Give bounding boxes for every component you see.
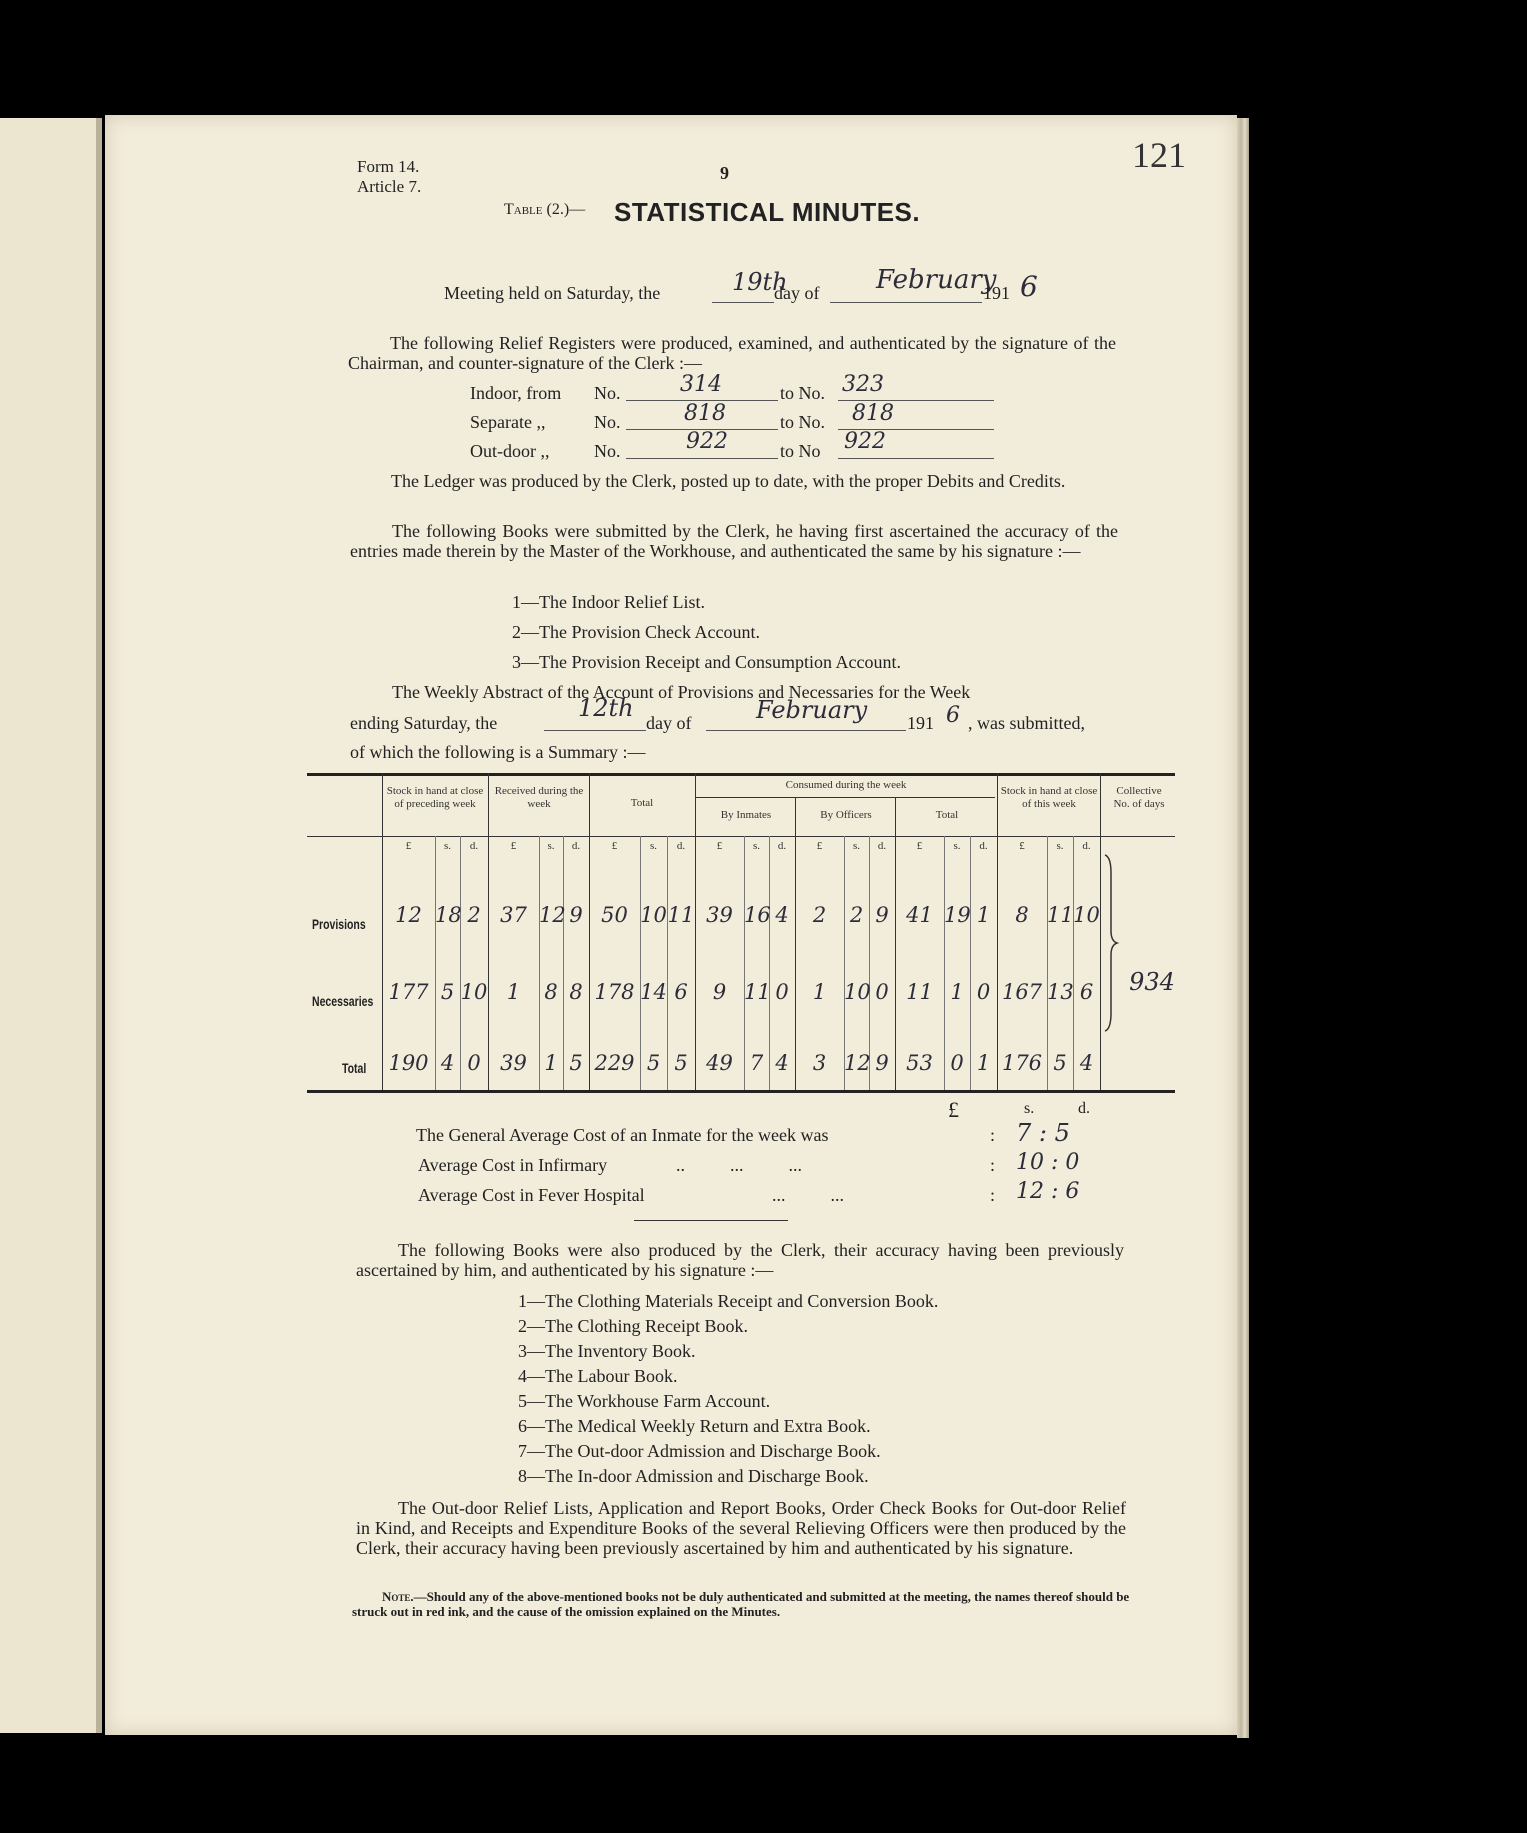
avg-cost-colon: : — [990, 1155, 996, 1175]
header-consumed-total: Total — [935, 809, 959, 821]
avg-cost-label: Average Cost in Fever Hospital — [418, 1185, 645, 1205]
weekly-abstract-line1: The Weekly Abstract of the Account of Provisions and Necessaries for the Week — [392, 682, 971, 702]
brace-icon — [1101, 853, 1121, 1033]
page-edge — [1237, 118, 1249, 1738]
table-cell: 1 — [976, 903, 991, 927]
table-cell: 0 — [976, 980, 991, 1004]
register-to-line — [838, 458, 994, 459]
weekly-ending-prefix: ending Saturday, the — [350, 713, 498, 733]
unit-label: s. — [852, 840, 861, 852]
register-from-line — [626, 458, 778, 459]
register-to: 922 — [844, 429, 886, 454]
table-cell: 5 — [1053, 1051, 1067, 1075]
table-cell: 229 — [594, 1051, 635, 1075]
books-also-item: 8—The In-door Admission and Discharge Book. — [518, 1466, 869, 1486]
unit-label: d. — [1082, 840, 1091, 852]
header-rule — [307, 836, 1175, 837]
table-cell: 6 — [1079, 980, 1094, 1004]
weekly-abstract-line3: of which the following is a Summary :— — [350, 742, 646, 762]
table-cell: 12 — [395, 903, 422, 927]
table-cell: 4 — [440, 1051, 455, 1075]
left-page — [0, 118, 102, 1733]
table-cell: 9 — [875, 1051, 889, 1075]
unit-label: s. — [953, 840, 961, 852]
books-also-item: 5—The Workhouse Farm Account. — [518, 1391, 771, 1411]
table-cell: 4 — [1079, 1051, 1094, 1075]
avg-pence-unit: d. — [1078, 1100, 1090, 1117]
row-label-necessaries: Necessaries — [312, 993, 374, 1009]
register-label: Out-door ,, — [470, 441, 550, 461]
register-from: 314 — [680, 372, 722, 397]
col-divider — [589, 773, 590, 1090]
table-cell: 6 — [674, 980, 688, 1004]
col-divider — [695, 773, 696, 1090]
register-from: 922 — [686, 429, 728, 454]
registers-intro: The following Relief Registers were produced, examined, and authenticated by the signature of the Chairman, and counter-signature of the Clerk :— — [348, 333, 1116, 373]
register-to-label: to No — [780, 441, 821, 461]
weekly-month-line — [706, 730, 906, 731]
unit-label: s. — [649, 840, 658, 852]
unit-label: £ — [816, 840, 823, 852]
consumed-subrule — [695, 797, 995, 798]
folio-number: 121 — [1132, 135, 1186, 175]
register-to-label: to No. — [780, 383, 825, 403]
form-label: Form 14. — [357, 157, 420, 176]
register-from: 818 — [684, 401, 726, 426]
table-cell: 178 — [594, 980, 635, 1004]
table-cell: 1 — [950, 980, 964, 1004]
header-total: Total — [630, 797, 654, 809]
avg-pound-unit: £ — [948, 1097, 959, 1122]
books-also-item: 1—The Clothing Materials Receipt and Conversion Book. — [518, 1291, 939, 1311]
table-cell: 11 — [744, 980, 771, 1004]
table-cell: 11 — [906, 980, 933, 1004]
avg-cost-value: 10 : 0 — [1016, 1150, 1080, 1175]
table-cell: 0 — [775, 980, 789, 1004]
table-cell: 11 — [667, 903, 695, 927]
register-label: Indoor, from — [470, 383, 562, 403]
meeting-year-prefix: 191 — [983, 283, 1010, 303]
header-collective: Collective No. of days — [1113, 785, 1165, 810]
unit-label: d. — [979, 840, 988, 852]
books-list-item: 2—The Provision Check Account. — [512, 622, 760, 642]
table-cell: 2 — [467, 903, 481, 927]
table-cell: 39 — [706, 903, 733, 927]
article-label: Article 7. — [357, 177, 422, 196]
outdoor-paragraph: The Out-door Relief Lists, Application and Report Books, Order Check Books for Out-door Relief in Kind, and Receipts and Expenditure Books of the several Relieving Officers were then produced by the Clerk, their accuracy having been previously ascertained by him and authenticated by his signature. — [356, 1498, 1126, 1558]
meeting-day-of: day of — [774, 283, 820, 303]
unit-label: s. — [443, 840, 452, 852]
table-cell: 167 — [1001, 980, 1043, 1004]
table-cell: 10 — [1073, 903, 1100, 927]
unit-label: £ — [510, 840, 517, 852]
unit-label: £ — [916, 840, 923, 852]
table-cell: 5 — [569, 1051, 583, 1075]
register-no-label: No. — [594, 412, 621, 432]
table-cell: 9 — [712, 980, 727, 1004]
table-cell: 49 — [706, 1051, 733, 1075]
table-cell: 8 — [1015, 903, 1029, 927]
table-cell: 14 — [640, 980, 667, 1004]
col-divider — [488, 773, 489, 1090]
unit-label: £ — [611, 840, 618, 852]
register-to: 323 — [842, 372, 884, 397]
table-cell: 53 — [906, 1051, 933, 1075]
header-by-inmates: By Inmates — [720, 809, 772, 821]
books-also-intro: The following Books were also produced by the Clerk, their accuracy having been previously ascertained by him, and authenticated by his signature :— — [356, 1240, 1124, 1280]
unit-label: £ — [1019, 840, 1025, 852]
books-list-item: 3—The Provision Receipt and Consumption Account. — [512, 652, 901, 672]
table-cell: 7 — [749, 1051, 764, 1075]
unit-label: s. — [1056, 840, 1064, 852]
table-cell: 19 — [944, 903, 971, 927]
avg-cost-label: Average Cost in Infirmary — [418, 1155, 608, 1175]
table-cell: 8 — [544, 980, 558, 1004]
books-also-item: 6—The Medical Weekly Return and Extra Book. — [518, 1416, 871, 1436]
table-cell: 1 — [544, 1051, 558, 1075]
table-cell: 1 — [506, 980, 521, 1004]
table-cell: 0 — [467, 1051, 481, 1075]
weekly-month: February — [756, 696, 868, 724]
avg-cost-dots: ... ... — [772, 1185, 844, 1205]
table-cell: 1 — [812, 980, 827, 1004]
header-consumed: Consumed during the week — [785, 779, 907, 791]
weekly-year-suffix: 6 — [946, 703, 960, 728]
unit-label: £ — [405, 840, 412, 852]
unit-label: d. — [676, 840, 686, 852]
books-also-item: 2—The Clothing Receipt Book. — [518, 1316, 748, 1336]
ledger-paragraph: The Ledger was produced by the Clerk, posted up to date, with the proper Debits and Credits. — [391, 471, 1066, 491]
unit-label: s. — [547, 840, 555, 852]
table-cell: 39 — [500, 1051, 527, 1075]
note-paragraph — [352, 1589, 1137, 1619]
table-cell: 177 — [388, 980, 429, 1004]
table-cell: 190 — [388, 1051, 429, 1075]
table-cell: 37 — [500, 903, 527, 927]
register-to-label: to No. — [780, 412, 825, 432]
register-no-label: No. — [594, 383, 621, 403]
table-prefix: Table (2.)— — [504, 201, 586, 218]
note-text: —Should any of the above-mentioned books not be duly authenticated and submitted at the meeting, the names thereof should be struck out in red ink, and the cause of the omission explained on the Minutes. — [352, 1589, 1130, 1619]
unit-label: £ — [716, 840, 723, 852]
avg-cost-label: The General Average Cost of an Inmate for the week was — [416, 1125, 829, 1145]
register-no-label: No. — [594, 441, 621, 461]
header-stock-close: Stock in hand at close of this week — [1000, 785, 1098, 810]
unit-label: s. — [752, 840, 761, 852]
unit-label: d. — [571, 840, 581, 852]
unit-label: d. — [469, 840, 479, 852]
table-cell: 10 — [460, 980, 488, 1004]
table-cell: 10 — [640, 903, 667, 927]
table-cell: 0 — [950, 1051, 964, 1075]
table-cell: 3 — [812, 1051, 827, 1075]
meeting-month-line — [830, 302, 982, 303]
header-by-officers: By Officers — [820, 809, 872, 821]
avg-cost-dots: .. ... ... — [676, 1155, 802, 1175]
weekly-day: 12th — [578, 694, 634, 722]
meeting-prefix: Meeting held on Saturday, the — [444, 283, 661, 303]
table-cell: 2 — [849, 903, 864, 927]
header-received: Received during the week — [494, 785, 584, 810]
summary-table — [307, 773, 1175, 1093]
table-cell: 5 — [440, 980, 455, 1004]
avg-cost-value: 7 : 5 — [1016, 1119, 1070, 1147]
table-cell: 13 — [1047, 980, 1074, 1004]
meeting-month: February — [876, 265, 997, 295]
unit-label: d. — [877, 840, 887, 852]
table-cell: 1 — [976, 1051, 991, 1075]
avg-shilling-unit: s. — [1024, 1100, 1035, 1117]
weekly-year-prefix: 191 — [907, 713, 934, 733]
table-cell: 16 — [744, 903, 771, 927]
weekly-day-of: day of — [646, 713, 692, 733]
table-cell: 9 — [569, 903, 583, 927]
table-cell: 18 — [435, 903, 462, 927]
avg-divider — [634, 1220, 788, 1221]
books-also-item: 4—The Labour Book. — [518, 1366, 678, 1386]
col-divider — [382, 773, 383, 1090]
weekly-day-line — [544, 730, 646, 731]
table-cell: 41 — [906, 903, 933, 927]
register-label: Separate ,, — [470, 412, 546, 432]
meeting-day-line — [712, 302, 774, 303]
table-cell: 5 — [674, 1051, 688, 1075]
table-cell: 2 — [812, 903, 827, 927]
avg-cost-value: 12 : 6 — [1016, 1179, 1080, 1204]
table-cell: 12 — [844, 1051, 871, 1075]
table-cell: 4 — [775, 903, 789, 927]
weekly-suffix: , was submitted, — [968, 713, 1085, 733]
books-also-item: 3—The Inventory Book. — [518, 1341, 696, 1361]
table-cell: 50 — [601, 903, 628, 927]
note-label: Note. — [382, 1589, 414, 1604]
table-cell: 0 — [875, 980, 889, 1004]
col-divider — [997, 773, 998, 1090]
avg-cost-colon: : — [990, 1125, 996, 1145]
page-number: 9 — [720, 163, 729, 183]
meeting-day: 19th — [732, 268, 788, 296]
row-label-provisions: Provisions — [312, 916, 366, 932]
page-title: STATISTICAL MINUTES. — [614, 197, 921, 227]
header-stock-prev: Stock in hand at close of preceding week — [386, 785, 484, 810]
table-cell: 4 — [775, 1051, 789, 1075]
avg-cost-colon: : — [990, 1185, 996, 1205]
register-to: 818 — [852, 401, 894, 426]
table-bottom-rule — [307, 1090, 1175, 1093]
unit-label: d. — [777, 840, 787, 852]
table-top-rule — [307, 773, 1175, 776]
table-cell: 5 — [646, 1051, 661, 1075]
table-cell: 11 — [1047, 903, 1074, 927]
row-label-total: Total — [342, 1060, 367, 1076]
table-cell: 176 — [1001, 1051, 1043, 1075]
books-also-item: 7—The Out-door Admission and Discharge Book. — [518, 1441, 881, 1461]
books-list-item: 1—The Indoor Relief List. — [512, 592, 705, 612]
books-intro: The following Books were submitted by the Clerk, he having first ascertained the accuracy of the entries made therein by the Master of the Workhouse, and authenticated the same by his signature :— — [350, 521, 1118, 561]
table-cell: 8 — [569, 980, 583, 1004]
table-cell: 12 — [539, 903, 566, 927]
meeting-year-suffix: 6 — [1020, 270, 1038, 303]
collective-days-value: 934 — [1129, 968, 1175, 996]
table-cell: 9 — [875, 903, 889, 927]
table-cell: 10 — [844, 980, 871, 1004]
